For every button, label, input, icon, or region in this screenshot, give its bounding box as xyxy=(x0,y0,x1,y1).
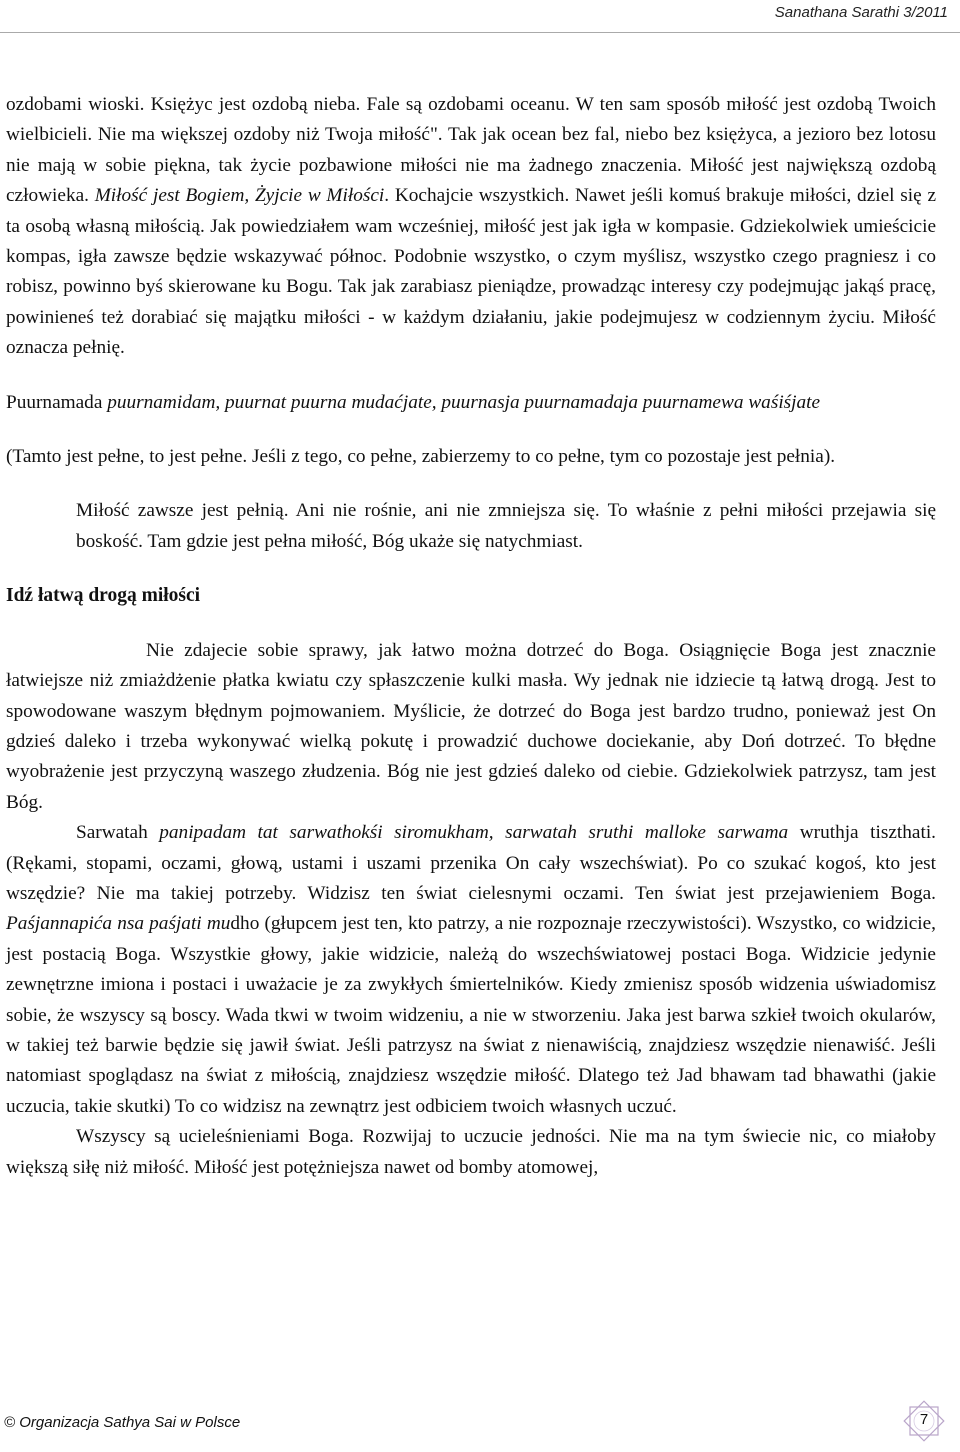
paragraph: Miłość zawsze jest pełnią. Ani nie rośnie, ani nie zmniejsza się. To właśnie z pełni miłości przejawia się boskość. Tam gdzie jest pełna miłość, Bóg ukaże się natychmiast. xyxy=(76,500,936,552)
mantra-text: puurnamidam, puurnat puurna mudaćjate, puurnasja puurnamadaja puurnamewa waśiśjate xyxy=(107,391,821,413)
paragraph-text: Nie zdajecie sobie sprawy, jak łatwo można dotrzeć do Boga. Osiągnięcie Boga jest znacznie łatwiejsze niż zmiażdżenie płatka kwiatu czy spłaszczenie kulki masła. Wy jednak nie idziecie tą łatwą drogą. Jest to spowodowane waszym błędnym pojmowaniem. Myślicie, że dotrzeć do Boga jest bardzo trudno, ponieważ jest On gdzieś daleko i trzeba wykonywać wielką pokutę i prowadzić duchowe dociekanie, aby Doń dotrzeć. To błędne wyobrażenie jest przyczyną waszego złudzenia. Bóg nie jest gdzieś daleko od ciebie. Gdziekolwiek patrzysz, tam jest Bóg. xyxy=(6,639,936,813)
mantra-text: panipadam tat sarwathokśi siromukham, sarwatah sruthi malloke sarwama xyxy=(159,822,789,844)
running-header: Sanathana Sarathi 3/2011 xyxy=(774,4,948,21)
emphasis-text: Miłość jest Bogiem, Żyjcie w Miłości xyxy=(94,185,385,207)
page-number: 7 xyxy=(919,1411,929,1428)
paragraph xyxy=(6,818,936,1122)
paragraph-text: wruthja tiszthati. (Rękami, stopami, oczami, głową, ustami i uszami przenika On cały wszechświat). Po co szukać kogoś, kto jest wszędzie? Nie ma takiej potrzeby. Widzisz ten świat cielesnymi oczami. Ten świat jest przejawieniem Boga. xyxy=(6,822,937,904)
paragraph-text: . Kochajcie wszystkich. Nawet jeśli komuś brakuje miłości, dziel się z ta osobą własną miłością. Jak powiedziałem wam wcześniej, miłość jest jak igła w kompasie. Gdziekolwiek umieścicie kompas, igła zawsze będzie wskazywać północ. Podobnie wszystko, o czym myślisz, wszystko czego pragniesz i co robisz, powinno byś skierowane ku Bogu. Tak jak zarabiasz pieniądze, prowadząc interesy czy podejmując jakąś pracę, powinieneś też dorabiać się majątku miłości - w każdym działaniu, jakie podejmujesz w codziennym życiu. Miłość oznacza pełnię. xyxy=(6,185,936,359)
paragraph xyxy=(6,90,936,364)
page-number-badge xyxy=(896,1398,952,1448)
footer-copyright: © Organizacja Sathya Sai w Polsce xyxy=(4,1414,241,1431)
mantra-paragraph xyxy=(6,388,936,418)
paragraph xyxy=(6,1122,936,1183)
paragraph-text: dho (głupcem jest ten, kto patrzy, a nie rozpoznaje rzeczywistości). Wszystko, co widzicie, jest postacią Boga. Wszystkie głowy, jakie widzicie, należą do wszechświatowej postaci Boga. Widzicie jedynie zewnętrzne imiona i postaci i uważacie je za zwykłych śmiertelników. Kiedy zmienisz sposób widzenia uświadomisz sobie, że wszyscy są boscy. Wada tkwi w twoim widzeniu, a nie w stworzeniu. Jaka jest barwa szkieł twoich okularów, w takiej też barwie będzie się jawił świat. Jeśli patrzysz na świat z nienawiścią, znajdziesz wszędzie nienawiść. Jeśli natomiast spoglądasz na świat z miłością, znajdziesz wszędzie miłość. Dlatego też Jad bhawam tad bhawathi (jakie uczucia, takie skutki) To co widzisz na zewnątrz jest odbiciem twoich własnych uczuć. xyxy=(6,913,936,1117)
article-body xyxy=(6,90,936,1183)
section-heading: Idź łatwą drogą miłości xyxy=(6,585,201,607)
paragraph-text: Puurnamada xyxy=(6,391,108,413)
paragraph xyxy=(6,636,936,818)
paragraph: (Tamto jest pełne, to jest pełne. Jeśli z tego, co pełne, zabierzemy to co pełne, tym co pozostaje jest pełnia). xyxy=(6,446,836,468)
header-rule xyxy=(0,32,960,33)
paragraph-text: Wszyscy są ucieleśnieniami Boga. Rozwijaj to uczucie jedności. Nie ma na tym świecie nic, co miałoby większą siłę niż miłość. Miłość jest potężniejsza nawet od bomby atomowej, xyxy=(6,1126,936,1178)
mantra-text: Paśjannapića nsa paśjati mu xyxy=(6,913,231,935)
paragraph-text: Sarwatah xyxy=(76,822,160,844)
paragraph-text: ozdobami wioski. Księżyc jest ozdobą nieba. Fale są ozdobami oceanu. W ten sam sposób miłość jest ozdobą Twoich wielbicieli. Nie ma większej ozdoby niż Twoja miłość". Tak jak ocean bez fal, niebo bez księżyca, a jezioro bez lotosu nie mają w sobie piękna, tak życie pozbawione miłości nie ma żadnego znaczenia. Miłość jest największą ozdobą człowieka. xyxy=(6,94,936,207)
